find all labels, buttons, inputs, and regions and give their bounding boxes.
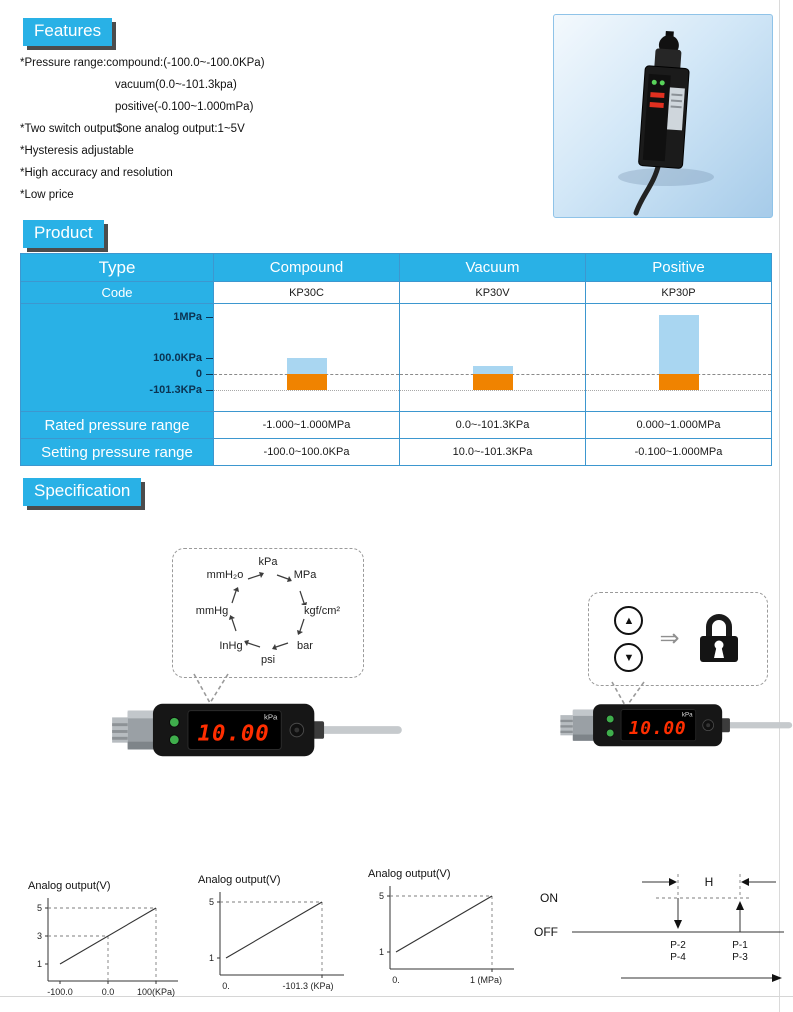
range-bar-orange (659, 374, 699, 390)
analog-output-chart-vacuum (188, 872, 353, 1004)
pressure-sensor-photo-left (110, 696, 402, 766)
axis-tick (206, 374, 213, 375)
rated-range-compound: -1.000~1.000MPa (214, 412, 400, 439)
range-bar-blue (473, 366, 513, 374)
analog-output-chart-positive (358, 866, 523, 998)
setting-range-compound: -100.0~100.0KPa (214, 439, 400, 466)
pressure-sensor-left (110, 696, 402, 766)
x-tick: -100.0 (47, 987, 73, 997)
p3-label: P-3 (732, 952, 748, 963)
y-tick: 1 (36, 959, 42, 969)
column-header-vacuum: Vacuum (400, 254, 586, 282)
y-tick: 1 (208, 953, 214, 963)
setting-range-positive: -0.100~1.000MPa (586, 439, 772, 466)
unit-label-psi: psi (260, 654, 276, 666)
product-photo (553, 14, 773, 218)
range-chart-cell-vacuum (400, 304, 586, 412)
features-heading: Features (23, 18, 112, 46)
setting-range-vacuum: 10.0~-101.3KPa (400, 439, 586, 466)
pressure-sensor-photo-right (558, 698, 793, 754)
display-unit-label: kPa (681, 711, 693, 719)
x-tick: 0. (392, 975, 400, 985)
unit-label-bar: bar (297, 640, 313, 652)
vacuum-gridline (400, 390, 585, 391)
specification-heading: Specification (23, 478, 141, 506)
y-tick: 1 (378, 947, 384, 957)
unit-label-mmh2o: mmH₂o (206, 569, 244, 581)
range-chart-cell-compound (214, 304, 400, 412)
range-bar-orange (287, 374, 327, 390)
unit-label-inhg: InHg (219, 640, 243, 652)
code-value-vacuum: KP30V (400, 282, 586, 304)
rated-range-label-cell: Rated pressure range (21, 412, 214, 439)
h-label: H (704, 875, 714, 889)
feature-item: vacuum(0.0~-101.3kpa) (115, 79, 237, 91)
rated-range-positive: 0.000~1.000MPa (586, 412, 772, 439)
units-cycle-callout (172, 548, 364, 678)
p4-label: P-4 (670, 952, 686, 963)
padlock-icon (696, 612, 742, 666)
lock-callout (588, 592, 768, 686)
on-label: ON (540, 891, 558, 905)
features-list (20, 52, 265, 206)
chart-title: Analog output(V) (28, 880, 111, 892)
y-tick: 3 (36, 931, 42, 941)
code-label-cell: Code (21, 282, 214, 304)
feature-item: *High accuracy and resolution (20, 167, 173, 179)
code-value-compound: KP30C (214, 282, 400, 304)
seven-segment-display: 10.00 (628, 717, 687, 739)
p1-label: P-1 (732, 940, 748, 951)
pressure-sensor-right (558, 698, 793, 754)
adjust-buttons (614, 606, 643, 672)
pressure-sensor-photo (554, 15, 772, 217)
unit-label-kpa: kPa (258, 556, 278, 568)
feature-item: *Two switch output$one analog output:1~5V (20, 123, 245, 135)
feature-item: positive(-0.100~1.000mPa) (115, 101, 254, 113)
x-tick: 0.0 (101, 987, 115, 997)
display-unit-label: kPa (263, 712, 278, 722)
axis-label-1mpa: 1MPa (173, 311, 202, 323)
axis-tick (206, 317, 213, 318)
unit-label-mpa: MPa (293, 569, 317, 581)
axis-tick (206, 358, 213, 359)
x-tick: 100(KPa) (136, 987, 176, 997)
rated-range-vacuum: 0.0~-101.3KPa (400, 412, 586, 439)
axis-tick (206, 390, 213, 391)
x-tick: -101.3 (KPa) (282, 981, 334, 991)
feature-item: *Low price (20, 189, 74, 201)
range-chart-cell-positive (586, 304, 772, 412)
vacuum-gridline (586, 390, 771, 391)
range-bar-blue (287, 358, 327, 374)
range-bar-blue (659, 315, 699, 374)
axis-label-zero: 0 (195, 368, 202, 380)
vacuum-gridline (214, 390, 399, 391)
p2-label: P-2 (670, 940, 686, 951)
scan-edge-right (779, 0, 780, 1012)
x-tick: 0. (222, 981, 230, 991)
type-header-cell: Type (21, 254, 214, 282)
hysteresis-diagram (526, 866, 790, 1006)
down-arrow-button-icon: ▼ (614, 643, 643, 672)
unit-label-mmhg: mmHg (195, 605, 229, 617)
pressure-axis-cell (21, 304, 214, 412)
y-tick: 5 (36, 903, 42, 913)
feature-item: *Hysteresis adjustable (20, 145, 134, 157)
y-tick: 5 (378, 891, 384, 901)
x-tick: 1 (MPa) (469, 975, 503, 985)
axis-label-100kpa: 100.0KPa (153, 352, 202, 364)
double-arrow-icon: ⇒ (659, 625, 680, 652)
setting-range-label-cell: Setting pressure range (21, 439, 214, 466)
product-heading: Product (23, 220, 104, 248)
up-arrow-button-icon: ▲ (614, 606, 643, 635)
product-table (20, 253, 772, 466)
range-bar-orange (473, 374, 513, 390)
column-header-compound: Compound (214, 254, 400, 282)
y-tick: 5 (208, 897, 214, 907)
chart-title: Analog output(V) (368, 868, 451, 880)
seven-segment-display: 10.00 (197, 720, 270, 747)
column-header-positive: Positive (586, 254, 772, 282)
unit-label-kgfcm2: kgf/cm² (303, 605, 341, 617)
feature-item: *Pressure range:compound:(-100.0~-100.0KPa) (20, 57, 265, 69)
off-label: OFF (534, 925, 558, 939)
chart-title: Analog output(V) (198, 874, 281, 886)
code-value-positive: KP30P (586, 282, 772, 304)
axis-label-neg101: -101.3KPa (149, 384, 202, 396)
analog-output-chart-compound (18, 878, 186, 1010)
